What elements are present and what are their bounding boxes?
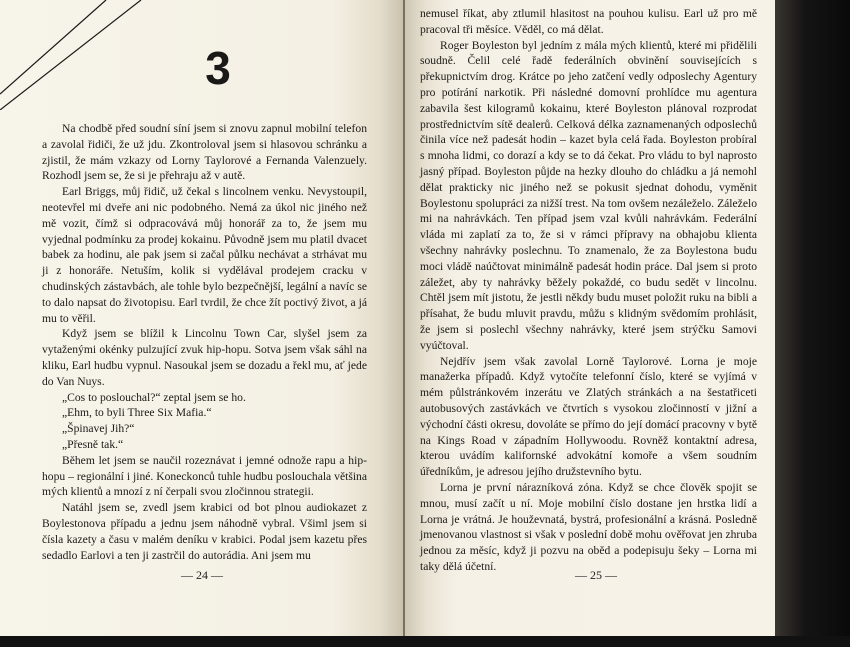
paragraph: Earl Briggs, můj řidič, už čekal s lincolnem venku. Nevystoupil, neotevřel mi dveře ani nic podobného. Nemá za úkol nic jiného než mě vozit, čímž si odpracovává můj honorář za to, že jsem mu vyjednal podmínku za prodej kokainu. Původně jsem mu platil dvacet babek za hodinu, ale pak jsem si začal půlku nechávat a strhávat mu ji z honoráře. Netuším, kolik si vydělával prodejem cracku v chudinských zástavbách, ale tohle bylo bezpečnější, legální a navíc se to dalo napsat do životopisu. Earl tvrdil, že chce žít poctivý život, a já mu to věřil. [42,185,367,325]
chapter-number: 3 [205,42,231,94]
paragraph: Během let jsem se naučil rozeznávat i jemné odnože rapu a hip-hopu – regionální i jiné. Koneckonců tuhle hudbu poslouchala většina mých klientů a mnozí z ní čerpali svou zločinnou strategii. [42,453,367,499]
paragraph: Když jsem se blížil k Lincolnu Town Car, slyšel jsem za vytaženými okénky pulzující zvuk hip-hopu. Sotva jsem však sáhl na kliku, Earl hudbu vypnul. Nasoukal jsem se dozadu a řekl mu, ať jede do Van Nuys. [42,327,367,388]
paragraph: Nejdřív jsem však zavolal Lorně Taylorové. Lorna je moje manažerka případů. Když vytočíte telefonní číslo, které se vyjímá v mém půlstránkovém inzerátu ve Zlatých stránkách a na šestatřiceti autobusových zastávkách ve čtvrtích s vysokou zločinností v jižní a východní části okresu, dovoláte se přímo do její domácí pracovny v bytě na Kings Road v západním Hollywoodu. Rovněž kontaktní adresa, kterou uvádím kalifornské advokátní komoře a všem soudním úředníkům, je adresou jejího družstevního bytu. [420,354,757,479]
dialogue-line: „Špinavej Jih?“ [62,422,135,436]
dialogue-line: „Ehm, to byli Three Six Mafia.“ [62,406,212,420]
paragraph: Na chodbě před soudní síní jsem si znovu zapnul mobilní telefon a zavolal řidiči, že už jdu. Zkontroloval jsem si hlasovou schránku a zjistil, že mám vzkazy od Lorny Taylorové a Fernanda Valenzuely. Rozhodl jsem se, že si je přehraju až v autě. [42,122,367,183]
page-number: — 24 — [181,568,223,582]
right-page-text [420,6,757,575]
paragraph: Natáhl jsem se, zvedl jsem krabici od bot plnou audiokazet z Boylestonova případu a jednu jsem náhodně vybral. Všiml jsem si čísla kazety a času v malém deníku v krabici. Podal jsem kazetu přes sedadlo Earlovi a ten ji zastrčil do autorádia. Ani jsem mu [42,501,367,562]
paragraph: Lorna je první nárazníková zóna. Když se chce člověk spojit se mnou, musí začít u ní. Moje mobilní číslo dostane jen hrstka lidí a Lorna je vrátná. Je houževnatá, bystrá, profesionální a krásná. Posledně jmenovanou vlastnost si však v poslední době mohu ověřovat jen zhruba jednou za měsíc, když ji pozvu na oběd a podepisuju šeky – Lorna mi taky dělá účetní. [420,480,757,573]
right-page [405,0,775,638]
left-page-text [42,121,367,563]
dialogue-line: „Přesně tak.“ [62,437,124,451]
dialogue-line: „Cos to poslouchal?“ zeptal jsem se ho. [62,390,246,404]
left-page [0,0,404,638]
bottom-edge [0,636,850,647]
page-number: — 25 — [575,568,617,582]
paragraph-continued: nemusel říkat, aby ztlumil hlasitost na pouhou kulisu. Earl už pro mě pracoval tři měsíce. Věděl, co má dělat. [420,7,757,36]
page-edge-shadow [775,0,850,647]
decorative-diagonal-lines [0,0,160,110]
paragraph: Roger Boyleston byl jedním z mála mých klientů, které mi přidělili soudně. Čelil celé řadě federálních obvinění souvisejících s překupnictvím drog. Krátce po jeho zatčení vedly odposlechy Agentury pro potírání narkotik. Při následné domovní prohlídce mu agentura zabavila šest kilogramů kokainu, které Boyleston plánoval rozprodat prostřednictvím sítě dealerů. Celková délka zaznamenaných odposlechů činila více než padesát hodin – kazet byla celá řada. Boyleston probíral s mnoha lidmi, co dorazí a kdy se to dá čekat. Pro vládu to byl naprosto jasný případ. Boyleston půjde na hezky dlouho do chládku a já nemohl dělat prakticky nic jiného než se pokusit sjednat dohodu, vyměnit Boylestonu spolupráci za nižší trest. Na tom ovšem nezáleželo. Záleželo mi na nahrávkách. Ten případ jsem vzal kvůli nahrávkám. Federální vláda mi zaplatí za to, že si v rámci přípravy na obhajobu klienta všechny nahrávky poslechnu. To znamenalo, že za Boylestona budu moci vládě naúčtovat minimálně padesát hodin práce. Dal jsem si proto záležet, aby ty nahrávky běžely pokaždé, co budu sedět v lincolnu. Chtěl jsem mít jistotu, že jestli někdy budu muset položit ruku na bibli a přísahat, že budu mluvit pravdu, můžu s klidným svědomím prohlásit, že jsem si poslechl všechny nahrávky, které jsem strýčku Samovi vyúčtoval. [420,38,757,352]
